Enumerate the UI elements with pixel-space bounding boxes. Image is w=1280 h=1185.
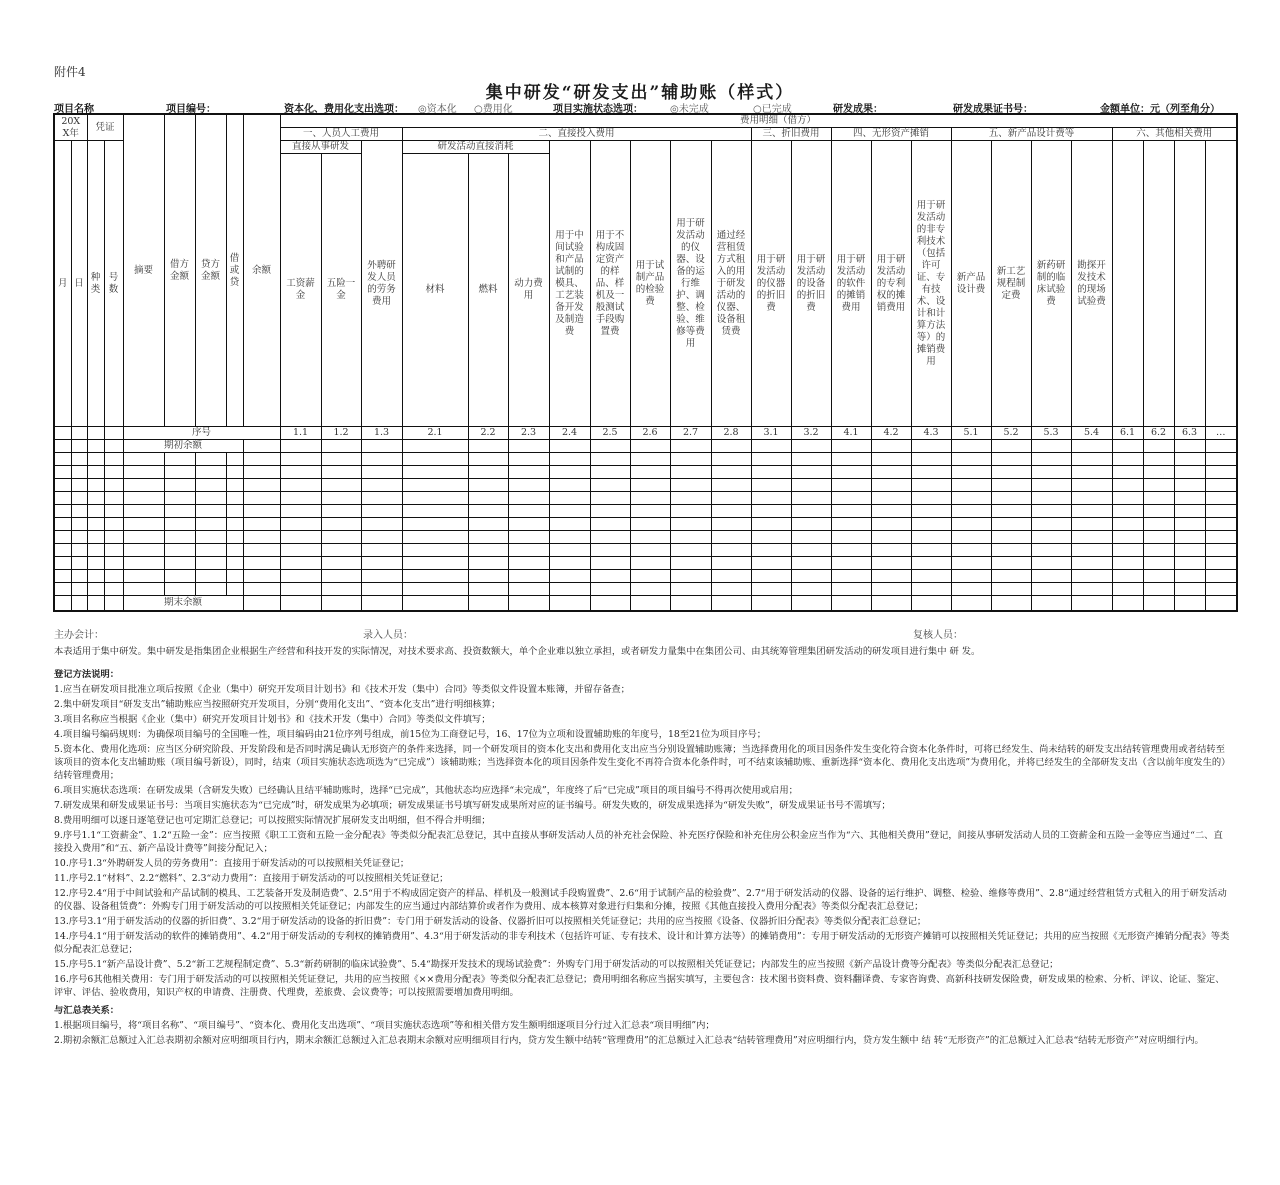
opening-balance-cell[interactable] xyxy=(243,440,280,453)
ledger-entry-row[interactable] xyxy=(54,505,1237,518)
ledger-entry-row[interactable] xyxy=(54,466,1237,479)
col-1-1-header: 工资薪金 xyxy=(280,154,321,427)
seq-4-1: 4.1 xyxy=(831,427,871,440)
col-2-7-header: 用于研发活动的仪器、设备的运行维护、调整、检验、维修等费用 xyxy=(670,141,711,427)
method-item: 15.序号5.1“新产品设计费”、5.2“新工艺规程制定费”、5.3“新药研制的临床试验费”、5.4“勘探开发技术的现场试验费”：外购专门用于研发活动的可以按照相关凭证登记；内部发生的应当按照《新产品设计费等分配表》等类似分配表汇总登记； xyxy=(54,959,1059,970)
debit-or-credit-header: 借或贷 xyxy=(226,114,243,427)
seq-3-2: 3.2 xyxy=(791,427,831,440)
seq-4-3: 4.3 xyxy=(911,427,951,440)
col-5-2-header: 新工艺规程制定费 xyxy=(991,141,1031,427)
page-title: 集中研发“研发支出”辅助账（样式） xyxy=(485,83,795,103)
group-direct-input-header: 二、直接投入费用 xyxy=(402,128,751,141)
seq-more: … xyxy=(1205,427,1237,440)
seq-2-2: 2.2 xyxy=(468,427,508,440)
seq-5-2: 5.2 xyxy=(991,427,1031,440)
col-4-3-header: 用于研发活动的非专利技术（包括许可证、专有技术、设计和计算方法等）的摊销费用 xyxy=(911,141,951,427)
group-other-header: 六、其他相关费用 xyxy=(1112,128,1237,141)
seq-2-5: 2.5 xyxy=(590,427,630,440)
method-item: 3.项目名称应当根据《企业（集中）研究开发项目计划书》和《技术开发（集中）合同》等类似文件填写； xyxy=(54,714,491,725)
col-5-4-header: 勘探开发技术的现场试验费 xyxy=(1071,141,1112,427)
reviewer-label: 复核人员： xyxy=(913,630,963,641)
seq-6-2: 6.2 xyxy=(1143,427,1174,440)
col-1-3-header: 外聘研发人员的劳务费用 xyxy=(361,141,402,427)
rd-result-label: 研发成果： xyxy=(833,104,883,115)
expense-detail-header: 费用明细（借方） xyxy=(280,114,1237,128)
seq-2-8: 2.8 xyxy=(711,427,751,440)
seq-6-3: 6.3 xyxy=(1174,427,1205,440)
method-item: 13.序号3.1“用于研发活动的仪器的折旧费”、3.2“用于研发活动的设备的折旧费”：专门用于研发活动的设备、仪器折旧可以按照相关凭证登记；共用的应当按照《设备、仪器折旧分配表》等类似分配表汇总登记； xyxy=(54,916,927,927)
method-item: 11.序号2.1“材料”、2.2“燃料”、2.3“动力费用”：直接用于研发活动的可以按照相关凭证登记； xyxy=(54,873,449,884)
ledger-entry-row[interactable] xyxy=(54,453,1237,466)
seq-1-2: 1.2 xyxy=(321,427,361,440)
method-item: 16.序号6其他相关费用：专门用于研发活动的可以按照相关凭证登记，共用的应当按照《××费用分配表》等类似分配表汇总登记；费用明细名称应当据实填写，主要包含：技术图书资料费、资料翻译费、专家咨询费、高新科技研发保险费，研发成果的检索、分析、评议、论证、鉴定、评审、评估、验收费用，知识产权的申请费、注册费、代理费，差旅费、会议费等；可以按照需要增加费用明细。 xyxy=(54,974,1225,998)
seq-2-6: 2.6 xyxy=(630,427,670,440)
seq-2-3: 2.3 xyxy=(508,427,549,440)
seq-5-1: 5.1 xyxy=(951,427,991,440)
expensed-option-text: ○费用化 xyxy=(474,104,513,115)
ledger-entry-row[interactable] xyxy=(54,557,1237,570)
method-item: 9.序号1.1“工资薪金”、1.2“五险一金”：应当按照《职工工资和五险一金分配表》等类似分配表汇总登记，其中直接从事研发活动人员的补充社会保险、补充医疗保险和补充住房公积金应当作为“六、其他相关费用”登记，间接从事研发活动人员的工资薪金和五险一金等应当通过“二、直接投入费用”和“五、新产品设计费等”间接分配记入； xyxy=(54,830,1223,854)
method-item: 4.项目编号编码规则：为确保项目编号的全国唯一性，项目编码由21位序列号组成，前15位为工商登记号，16、17位为立项和设置辅助账的年度号，18至21位为项目序号； xyxy=(54,729,767,740)
seq-label: 序号 xyxy=(123,427,280,440)
direct-consumption-subheader: 研发活动直接消耗 xyxy=(402,141,549,154)
method-item: 10.序号1.3“外聘研发人员的劳务费用”：直接用于研发活动的可以按照相关凭证登记； xyxy=(54,858,410,869)
method-item: 1.应当在研发项目批准立项后按照《企业（集中）研究开发项目计划书》和《技术开发（集中）合同》等类似文件设置本账簿，并留存备查； xyxy=(54,684,630,695)
credit-amount-header: 贷方金额 xyxy=(195,114,226,427)
ledger-entry-row[interactable] xyxy=(54,570,1237,583)
closing-balance-cell[interactable] xyxy=(243,596,280,611)
cap-exp-option-label: 资本化、费用化支出选项： xyxy=(284,104,404,115)
group-new-product-header: 五、新产品设计费等 xyxy=(951,128,1112,141)
summary-heading: 与汇总表关系： xyxy=(54,1005,120,1016)
seq-5-3: 5.3 xyxy=(1031,427,1071,440)
seq-2-1: 2.1 xyxy=(402,427,468,440)
ledger-entry-row[interactable] xyxy=(54,492,1237,505)
method-item: 12.序号2.4“用于中间试验和产品试制的模具、工艺装备开发及制造费”、2.5“用于不构成固定资产的样品、样机及一般测试手段购置费”、2.6“用于试制产品的检验费”、2.7“用于研发活动的仪器、设备的运行维护、调整、检验、维修等费用”、2.8“通过经营租赁方式租入的用于研发活动的仪器、设备租赁费”：外购专门用于研发活动的可以按照相关凭证登记；内部发生的应当通过内部结算价或者作为费用、成本核算对象进行归集和分摊，按照《其他直接投入费用分配表》等类似分配表汇总登记； xyxy=(54,888,1227,912)
closing-balance-row xyxy=(54,596,1237,611)
seq-2-4: 2.4 xyxy=(549,427,590,440)
method-item: 5.资本化、费用化选项：应当区分研究阶段、开发阶段和是否同时满足确认无形资产的条件来选择，同一个研发项目的资本化支出和费用化支出应当分别设置辅助账簿；当选择费用化的项目因条件发生变化符合资本化条件时，可将已经发生、尚未结转的研发支出结转管理费用或者结转至该项目的资本化支出辅助账（项目编号新设），同时，结束（项目实施状态选项选为“已完成”）该辅助账；当选择资本化的项目因条件发生变化不再符合资本化条件时，可不结束该辅助账、重新选择“资本化、费用化支出选项”为费用化，并将已经发生的全部研发支出（含以前年度发生的）结转管理费用； xyxy=(54,744,1226,781)
col-5-1-header: 新产品设计费 xyxy=(951,141,991,427)
project-no-label: 项目编号： xyxy=(166,104,216,115)
voucher-header: 凭证 xyxy=(87,114,123,141)
col-2-2-header: 燃料 xyxy=(468,154,508,427)
col-3-1-header: 用于研发活动的仪器的折旧费 xyxy=(751,141,791,427)
group-amortization-header: 四、无形资产摊销 xyxy=(831,128,951,141)
incomplete-option-text: ◎未完成 xyxy=(670,104,709,115)
ledger-entry-row[interactable] xyxy=(54,544,1237,557)
attachment-label: 附件4 xyxy=(54,65,86,79)
month-header: 月 xyxy=(54,141,71,427)
summary-item: 2.期初余额汇总额过入汇总表期初余额对应明细项目行内，期末余额汇总额过入汇总表期末余额对应明细项目行内，贷方发生额中结转“管理费用”的汇总额过入汇总表“结转管理费用”对应明细行内，贷方发生额中 结 转“无形资产”的汇总额过入汇总表“结转无形资产”对应明细行内。 xyxy=(54,1035,1204,1046)
col-6-1-header xyxy=(1112,141,1143,427)
direct-rd-subheader: 直接从事研发 xyxy=(280,141,361,154)
seq-6-1: 6.1 xyxy=(1112,427,1143,440)
col-3-2-header: 用于研发活动的设备的折旧费 xyxy=(791,141,831,427)
opening-balance-label: 期初余额 xyxy=(123,440,243,453)
method-item: 2.集中研发项目“研发支出”辅助账应当按照研究开发项目，分别“费用化支出”、“资本化支出”进行明细核算； xyxy=(54,699,501,710)
col-2-3-header: 动力费用 xyxy=(508,154,549,427)
col-2-6-header: 用于试制产品的检验费 xyxy=(630,141,670,427)
ledger-entry-row[interactable] xyxy=(54,531,1237,544)
seq-5-4: 5.4 xyxy=(1071,427,1112,440)
col-6-3-header xyxy=(1174,141,1205,427)
ledger-entry-row[interactable] xyxy=(54,518,1237,531)
ledger-entry-row[interactable] xyxy=(54,479,1237,492)
chief-accountant-label: 主办会计： xyxy=(54,630,104,641)
col-1-2-header: 五险一金 xyxy=(321,154,361,427)
seq-3-1: 3.1 xyxy=(751,427,791,440)
seq-1-3: 1.3 xyxy=(361,427,402,440)
seq-1-1: 1.1 xyxy=(280,427,321,440)
method-item: 6.项目实施状态选项：在研发成果（含研发失败）已经确认且结平辅助账时，选择“已完成”，其他状态均应选择“未完成”，年度终了后“已完成”项目的项目编号不得再次使用或启用； xyxy=(54,785,798,796)
col-2-5-header: 用于不构成固定资产的样品、样机及一般测试手段购置费 xyxy=(590,141,630,427)
seq-4-2: 4.2 xyxy=(871,427,911,440)
col-5-3-header: 新药研制的临床试验费 xyxy=(1031,141,1071,427)
amount-unit-label: 金额单位：元（列至角分） xyxy=(1100,104,1220,115)
intro-paragraph: 本表适用于集中研发。集中研发是指集团企业根据生产经营和科技开发的实际情况，对技术要求高、投资数额大，单个企业难以独立承担，或者研发力量集中在集团公司、由其统筹管理集团研发活动的研发项目进行集中 研 发。 xyxy=(54,646,981,657)
day-header: 日 xyxy=(71,141,87,427)
year-header: 20XX年 xyxy=(54,114,87,141)
method-item: 7.研发成果和研发成果证书号：当项目实施状态为“已完成”时，研发成果为必填项；研发成果证书号填写研发成果所对应的证书编号。研发失败的，研发成果选择为“研发失败”，研发成果证书号不需填写； xyxy=(54,800,891,811)
rd-expense-ledger-table xyxy=(53,113,1238,612)
col-4-2-header: 用于研发活动的专利权的摊销费用 xyxy=(871,141,911,427)
complete-option-text: ○已完成 xyxy=(753,104,792,115)
entry-clerk-label: 录入人员： xyxy=(363,630,413,641)
project-name-label: 项目名称 xyxy=(54,104,94,115)
opening-balance-row xyxy=(54,440,1237,453)
group-depreciation-header: 三、折旧费用 xyxy=(751,128,831,141)
status-option-label: 项目实施状态选项： xyxy=(553,104,643,115)
col-2-1-header: 材料 xyxy=(402,154,468,427)
certificate-no-label: 研发成果证书号： xyxy=(953,104,1033,115)
col-6-2-header xyxy=(1143,141,1174,427)
voucher-type-header: 种类 xyxy=(87,141,104,427)
capitalized-option-text: ◎资本化 xyxy=(418,104,457,115)
col-2-4-header: 用于中间试验和产品试制的模具、工艺装备开发及制造费 xyxy=(549,141,590,427)
method-item: 14.序号4.1“用于研发活动的软件的摊销费用”、4.2“用于研发活动的专利权的摊销费用”、4.3“用于研发活动的非专利技术（包括许可证、专有技术、设计和计算方法等）的摊销费用”：专用于研发活动的无形资产摊销可以按照相关凭证登记；共用的应当按照《无形资产摊销分配表》等类似分配表汇总登记； xyxy=(54,931,1230,955)
debit-amount-header: 借方金额 xyxy=(164,114,195,427)
col-2-8-header: 通过经营租赁方式租入的用于研发活动的仪器、设备租赁费 xyxy=(711,141,751,427)
voucher-number-header: 号数 xyxy=(104,141,123,427)
ledger-entry-row[interactable] xyxy=(54,583,1237,596)
col-more-header xyxy=(1205,141,1237,427)
group-personnel-header: 一、人员人工费用 xyxy=(280,128,402,141)
closing-balance-label: 期末余额 xyxy=(123,596,243,611)
method-heading: 登记方法说明： xyxy=(54,669,120,680)
summary-header: 摘要 xyxy=(123,114,164,427)
seq-2-7: 2.7 xyxy=(670,427,711,440)
notes-section xyxy=(54,645,1230,1049)
col-4-1-header: 用于研发活动的软件的摊销费用 xyxy=(831,141,871,427)
method-item: 8.费用明细可以逐日逐笔登记也可定期汇总登记；可以按照实际情况扩展研发支出明细，但不得合并明细； xyxy=(54,815,491,826)
summary-item: 1.根据项目编号，将“项目名称”、“项目编号”、“资本化、费用化支出选项”、“项目实施状态选项”等和相关借方发生额明细逐项目分行过入汇总表“项目明细”内； xyxy=(54,1020,715,1031)
balance-header: 余额 xyxy=(243,114,280,427)
